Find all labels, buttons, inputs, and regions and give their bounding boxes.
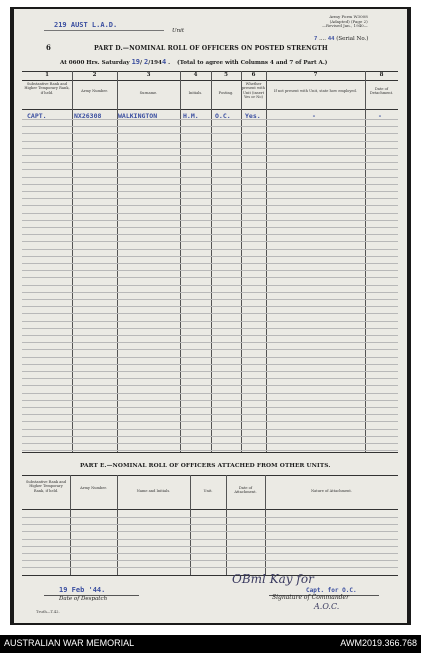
page-number: 6 <box>46 43 51 52</box>
credit-bar <box>0 635 421 653</box>
col-header-nature: Nature of Attachment. <box>311 489 352 493</box>
table-num-rule <box>22 80 398 81</box>
serial-suffix: 44 <box>327 36 335 42</box>
unit-underline <box>44 30 164 31</box>
col-divider <box>365 71 366 452</box>
col-number: 8 <box>379 72 384 78</box>
despatch-label: Date of Despatch <box>59 596 108 602</box>
form-id-line: —Revised Jan., 1940— <box>322 23 368 29</box>
part-e-header-rule <box>22 509 398 510</box>
col-header-rank: Substantive Rank and Higher Temporary Rank, if held. <box>25 480 67 493</box>
col-header-unit: Unit. <box>203 489 213 493</box>
credit-right: AWM2019.366.768 <box>340 638 417 648</box>
col-number: 3 <box>146 72 151 78</box>
part-e-top-rule <box>22 475 398 476</box>
cell-army-number: NX26308 <box>74 112 102 120</box>
form-page <box>14 9 407 623</box>
form-id <box>322 15 368 29</box>
cell-present: Yes. <box>245 112 261 120</box>
form-id-line: (Adapted) (Page 2) <box>329 18 368 24</box>
col-number: 1 <box>45 72 49 78</box>
credit-left: AUSTRALIAN WAR MEMORIAL <box>4 638 135 648</box>
date-year-prefix: /194 <box>148 60 162 66</box>
col-divider <box>211 71 212 452</box>
cell-rank: CAPT. <box>27 112 47 120</box>
part-d-title: PART D.—NOMINAL ROLL OF OFFICERS ON POSTED STRENGTH <box>94 45 328 52</box>
cell-detachment: - <box>378 112 382 120</box>
col-header-present: Whether present with Unit (insert Yes or No) <box>242 82 266 99</box>
part-e-bottom-rule <box>22 575 398 576</box>
serial-value: 7 <box>314 36 318 42</box>
signature-typed: Capt. for O.C. <box>306 587 357 594</box>
printer-mark: Truth—T.42. <box>36 609 60 614</box>
part-e-title: PART E.—NOMINAL ROLL OF OFFICERS ATTACHED FROM OTHER UNITS. <box>80 463 331 469</box>
col-header-initials: Initials. <box>188 91 203 95</box>
unit-label: Unit <box>172 28 185 34</box>
col-divider <box>117 71 118 452</box>
col-number: 2 <box>92 72 97 78</box>
col-number: 4 <box>193 72 198 78</box>
cell-employed: - <box>312 112 316 120</box>
col-header-surname: Surname. <box>139 91 158 95</box>
col-header-posting: Posting. <box>218 91 234 95</box>
col-header-date-attachment: Date of Attachment. <box>234 486 257 495</box>
table-bottom-rule <box>22 452 398 453</box>
col-header-name: Name and Initials. <box>136 489 171 493</box>
date-year-digit: 4 <box>161 58 167 66</box>
col-divider <box>241 71 242 452</box>
form-id-line: Army Form W3008 <box>329 14 368 19</box>
part-d-note: (Total to agree with Columns 4 and 7 of Part A.) <box>177 60 328 66</box>
serial-label: (Serial No.) <box>336 36 369 42</box>
date-month: 2 <box>144 58 149 66</box>
col-header-detachment: Date of Detachment. <box>369 87 394 96</box>
col-divider <box>72 71 73 452</box>
col-number: 5 <box>224 72 228 78</box>
signature-sub: A.O.C. <box>314 602 340 611</box>
despatch-date: 19 Feb '44. <box>59 586 106 594</box>
col-number: 6 <box>251 72 256 78</box>
col-header-army-number: Army Number. <box>81 89 108 93</box>
col-divider <box>180 71 181 452</box>
cell-initials: H.M. <box>183 112 199 120</box>
table-header-rule <box>22 109 398 110</box>
col-divider <box>266 71 267 452</box>
col-header-army-number: Army Number. <box>80 486 107 490</box>
serial-number: 7 .... 44 (Serial No.) <box>314 36 369 42</box>
at-text: At 0600 Hrs. Saturday <box>60 60 130 66</box>
handwritten-signature: OBml Kay for <box>232 572 314 586</box>
cell-surname: WALKINGTON <box>118 112 158 120</box>
cell-posting: O.C. <box>215 112 231 120</box>
unit-value: 219 AUST L.A.D. <box>54 21 118 29</box>
date-day: 19 <box>131 58 141 66</box>
signature-label: Signature of Commander <box>272 594 349 601</box>
col-number: 7 <box>313 72 318 78</box>
part-d-date-line: At 0600 Hrs. Saturday 19/ 2/1944 . (Total to agree with Columns 4 and 7 of Part A.) <box>60 58 328 66</box>
col-header-employed: If not present with Unit, state how employed. <box>274 89 357 93</box>
col-header-rank: Substantive Rank and Higher Temporary Rank, if held. <box>24 82 70 95</box>
